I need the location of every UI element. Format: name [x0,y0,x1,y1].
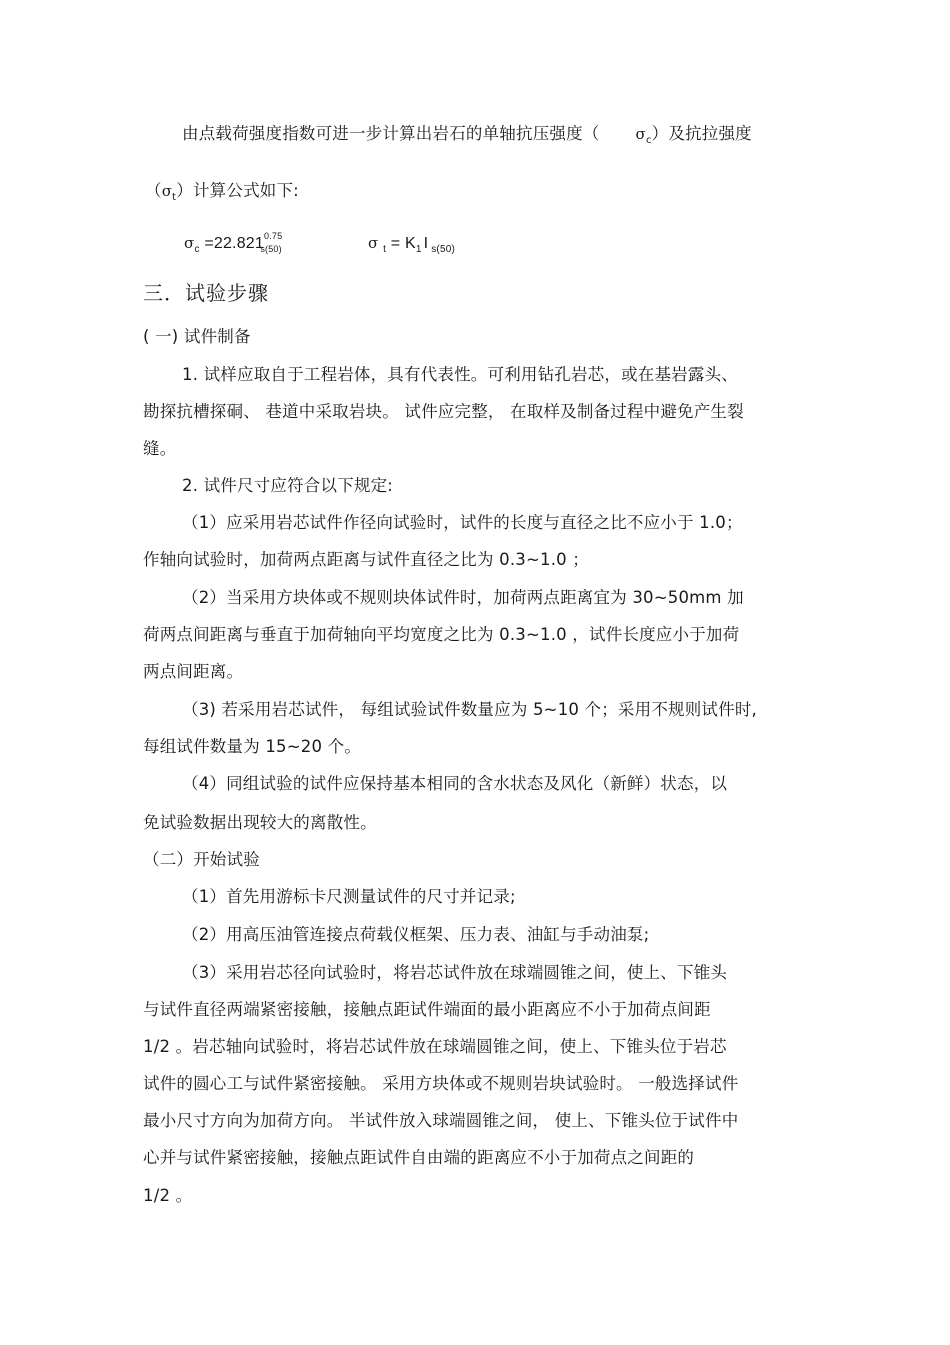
part2-title: （二）开始试验 [143,850,260,869]
sub3-line-1: （3) 若采用岩芯试件， 每组试验试件数量应为 5~10 个；采用不规则试件时, [182,700,757,719]
item1-line-1: 1. 试样应取自于工程岩体，具有代表性。可利用钻孔岩芯，或在基岩露头、 [182,365,738,384]
sub1-line-2: 作轴向试验时，加荷两点距离与试件直径之比为 0.3~1.0 ； [143,550,589,569]
step3-line-5: 最小尺寸方向为加荷方向。 半试件放入球端圆锥之间， 使上、下锥头位于试件中 [143,1111,739,1130]
formula-compressive [184,232,282,257]
step3-line-4: 试件的圆心工与试件紧密接触。 采用方块体或不规则岩块试验时。 一般选择试件 [143,1074,739,1093]
formula2-rhs: = K [390,235,416,252]
section-heading: 三．试验步骤 [143,281,269,305]
sub4-line-2: 免试验数据出现较大的离散性。 [143,813,377,832]
sub4-line-1: （4）同组试验的试件应保持基本相同的含水状态及风化（新鲜）状态，以 [182,774,728,793]
sigma-c-symbol: σ [635,125,646,143]
part1-title: ( 一) 试件制备 [143,327,251,346]
intro-text-c: ）计算公式如下: [176,181,299,200]
item1-line-3: 缝。 [143,439,177,458]
step3-line-2: 与试件直径两端紧密接触，接触点距试件端面的最小距离应不小于加荷点间距 [143,1000,711,1019]
sub2-line-3: 两点间距离。 [143,662,244,681]
sub2-line-2: 荷两点间距离与垂直于加荷轴向平均宽度之比为 0.3~1.0 ，试件长度应小于加荷 [143,625,740,644]
formula2-sub: t [383,244,387,255]
step3-line-6: 心并与试件紧密接触，接触点距试件自由端的距离应不小于加荷点之间距的 [143,1148,695,1167]
formula2-i: I [423,235,429,252]
item2-title: 2. 试件尺寸应符合以下规定: [182,476,394,495]
step2: （2）用高压油管连接点荷载仪框架、压力表、油缸与手动油泵; [182,925,650,944]
intro-line-2 [145,180,299,205]
formula1-rhs: =22.821 [204,235,264,252]
formula-tensile [368,232,455,257]
sigma-c-subscript: c [645,135,652,146]
formula1-exponent: 0.75 [264,231,283,241]
formula2-i-sub: s(50) [431,244,456,255]
intro-open-paren: （ [145,181,162,200]
sub1-line-1: （1）应采用岩芯试件作径向试验时，试件的长度与直径之比不应小于 1.0； [182,513,743,532]
step1: （1）首先用游标卡尺测量试件的尺寸并记录; [182,887,516,906]
intro-text-a: 由点载荷强度指数可进一步计算出岩石的单轴抗压强度（ [182,124,600,143]
formula1-sub: c [194,244,200,255]
formula2-sigma: σ [368,234,379,252]
formula2-k-sub: 1 [415,244,422,255]
sigma-t-subscript: t [172,192,177,203]
intro-line-1 [182,123,752,148]
item1-line-2: 勘探抗槽探硐、 巷道中采取岩块。 试件应完整， 在取样及制备过程中避免产生裂 [143,402,744,421]
sub3-line-2: 每组试件数量为 15~20 个。 [143,737,362,756]
sigma-t-symbol: σ [161,182,173,200]
formula1-index: s(50) [260,244,282,254]
step3-line-1: （3）采用岩芯径向试验时，将岩芯试件放在球端圆锥之间，使上、下锥头 [182,963,728,982]
intro-text-b: ）及抗拉强度 [651,124,752,143]
sub2-line-1: （2）当采用方块体或不规则块体试件时，加荷两点距离宜为 30~50mm 加 [182,588,744,607]
step3-line-7: 1/2 。 [143,1186,193,1205]
formula1-sigma: σ [184,234,195,252]
step3-line-3: 1/2 。岩芯轴向试验时，将岩芯试件放在球端圆锥之间，使上、下锥头位于岩芯 [143,1037,727,1056]
